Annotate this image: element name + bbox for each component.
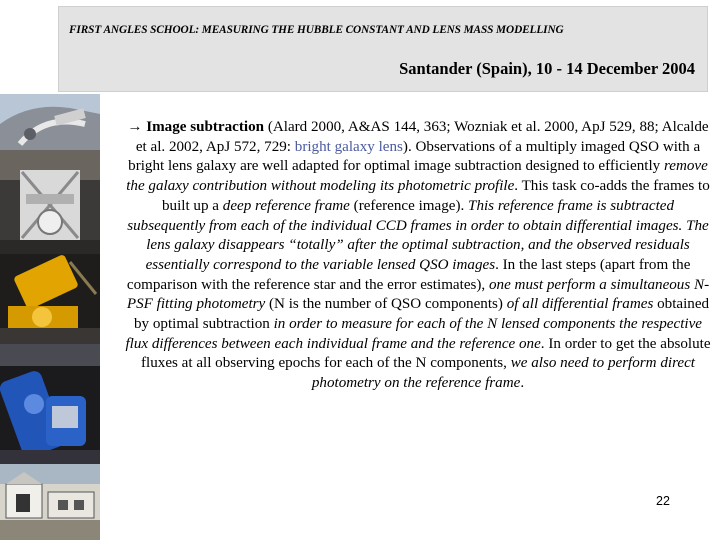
- italic-span: one must perform a simultaneous N-PSF fitting photometry: [126, 276, 710, 313]
- arrow-bullet-icon: →: [127, 119, 147, 135]
- section-lead: Image subtraction: [146, 119, 265, 135]
- italic-span: remove the galaxy contribution without modeling its photometric profile: [126, 158, 708, 195]
- text-span: (N is the number of QSO components): [265, 296, 507, 313]
- text-span: .: [520, 375, 525, 392]
- text-span: (Alard 2000, A&AS 144, 363; Wozniak et al. 2000, ApJ 529, 88; Alcalde et al. 2002, ApJ 572, 729:: [135, 119, 709, 155]
- highlight-span: bright galaxy lens: [294, 138, 403, 155]
- header-banner: [58, 6, 708, 92]
- text-span: (reference image).: [349, 197, 469, 214]
- italic-span: deep reference frame: [222, 197, 350, 214]
- italic-span: of all differential frames: [506, 296, 654, 313]
- text-span: . In the last steps (apart from the comparison with the reference star and the error estimates),: [126, 256, 691, 293]
- text-span: . In order to get the absolute fluxes at all observing epochs for each of the N components,: [141, 335, 711, 372]
- text-span: obtained by optimal subtraction: [133, 296, 710, 333]
- text-span: . This task co-adds the frames to built up a: [161, 178, 710, 214]
- conference-title: FIRST ANGLES SCHOOL: MEASURING THE HUBBLE CONSTANT AND LENS MASS MODELLING: [69, 24, 564, 36]
- observatory-buildings-photo: [0, 464, 100, 540]
- observatory-dome-photo: [0, 94, 100, 150]
- yellow-telescope-photo: [0, 254, 100, 344]
- location-date: Santander (Spain), 10 - 14 December 2004: [399, 59, 695, 78]
- italic-span: in order to measure for each of the N lensed components the respective flux differences between each individual frame and the reference one: [125, 316, 702, 352]
- italic-span: This reference frame is subtracted subsequently from each of the individual CCD frames in order to obtain differential images. The lens galaxy disappears “totally” after the optimal subtraction, and the observed residuals essentially correspond to the variable lensed QSO images: [127, 197, 709, 273]
- italic-span: we also need to perform direct photometry on the reference frame: [311, 355, 695, 392]
- telescope-truss-photo: [0, 150, 100, 254]
- text-span: ). Observations of a multiply imaged QSO with a bright lens galaxy are well adapted for optimal image subtraction designed to efficiently: [128, 138, 701, 175]
- photo-strip: [0, 94, 100, 540]
- blue-telescope-photo: [0, 344, 100, 464]
- page-number: 22: [656, 494, 670, 508]
- body-paragraph: [122, 118, 714, 394]
